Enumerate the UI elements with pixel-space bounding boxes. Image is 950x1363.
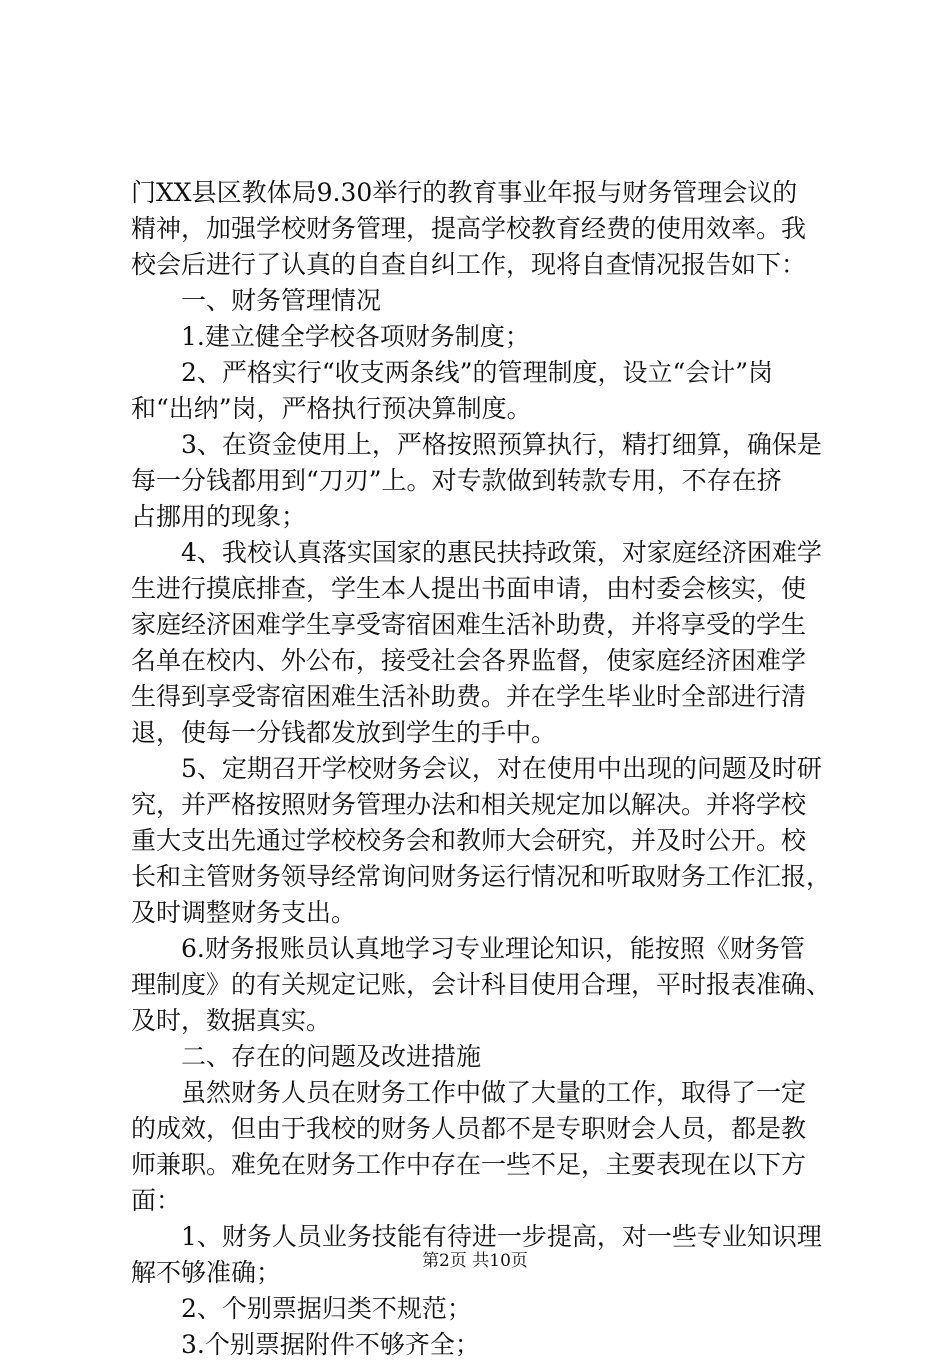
text-line: 3.个别票据附件不够齐全；: [181, 1330, 480, 1359]
page-footer: [0, 1250, 950, 1272]
text-line: 和“出纳”岗，严格执行预决算制度。: [131, 394, 532, 423]
page-number: 第2页 共10页: [422, 1251, 528, 1271]
text-line: 2、个别票据归类不规范；: [181, 1294, 472, 1323]
text-line: 生进行摸底排查，学生本人提出书面申请，由村委会核实，使: [131, 574, 807, 603]
text-line: 6.财务报账员认真地学习专业理论知识，能按照《财务管: [181, 934, 805, 963]
text-line: 重大支出先通过学校校务会和教师大会研究，并及时公开。校: [131, 826, 807, 855]
text-line: 4、我校认真落实国家的惠民扶持政策，对家庭经济困难学: [181, 538, 822, 567]
text-line: 理制度》的有关规定记账，会计科目使用合理，平时报表准确、: [131, 970, 831, 999]
document-body: [131, 175, 831, 1363]
text-line: 及时调整财务支出。: [131, 898, 357, 927]
text-line: 2、严格实行“收支两条线”的管理制度，设立“会计”岗: [181, 358, 774, 387]
text-line: 的成效，但由于我校的财务人员都不是专职财会人员，都是教: [131, 1114, 807, 1143]
text-line: 家庭经济困难学生享受寄宿困难生活补助费，并将享受的学生: [131, 610, 807, 639]
text-line: 每一分钱都用到“刀刃”上。对专款做到转款专用，不存在挤: [131, 466, 782, 495]
text-line: 3、在资金使用上，严格按照预算执行，精打细算，确保是: [181, 430, 822, 459]
text-line: 长和主管财务领导经常询问财务运行情况和听取财务工作汇报，: [131, 862, 831, 891]
text-line: 究，并严格按照财务管理办法和相关规定加以解决。并将学校: [131, 790, 807, 819]
text-line: 一、财务管理情况: [181, 286, 382, 315]
text-line: 退，使每一分钱都发放到学生的手中。: [131, 718, 557, 747]
text-line: 1.建立健全学校各项财务制度；: [181, 322, 530, 351]
text-line: 门XX县区教体局9.30举行的教育事业年报与财务管理会议的: [131, 178, 798, 207]
text-line: 及时，数据真实。: [131, 1006, 332, 1035]
text-line: 解不够准确；: [131, 1258, 282, 1287]
text-line: 生得到享受寄宿困难生活补助费。并在学生毕业时全部进行清: [131, 682, 807, 711]
text-line: 二、存在的问题及改进措施: [181, 1042, 482, 1071]
text-line: 面：: [131, 1186, 182, 1215]
text-line: 5、定期召开学校财务会议，对在使用中出现的问题及时研: [181, 754, 822, 783]
text-line: 1、财务人员业务技能有待进一步提高，对一些专业知识理: [181, 1222, 822, 1251]
text-line: 师兼职。难免在财务工作中存在一些不足，主要表现在以下方: [131, 1150, 807, 1179]
text-line: 名单在校内、外公布，接受社会各界监督，使家庭经济困难学: [131, 646, 807, 675]
text-line: 占挪用的现象；: [131, 502, 307, 531]
text-line: 虽然财务人员在财务工作中做了大量的工作，取得了一定: [181, 1078, 807, 1107]
text-line: 校会后进行了认真的自查自纠工作，现将自查情况报告如下：: [131, 250, 807, 279]
text-line: 精神，加强学校财务管理，提高学校教育经费的使用效率。我: [131, 214, 807, 243]
